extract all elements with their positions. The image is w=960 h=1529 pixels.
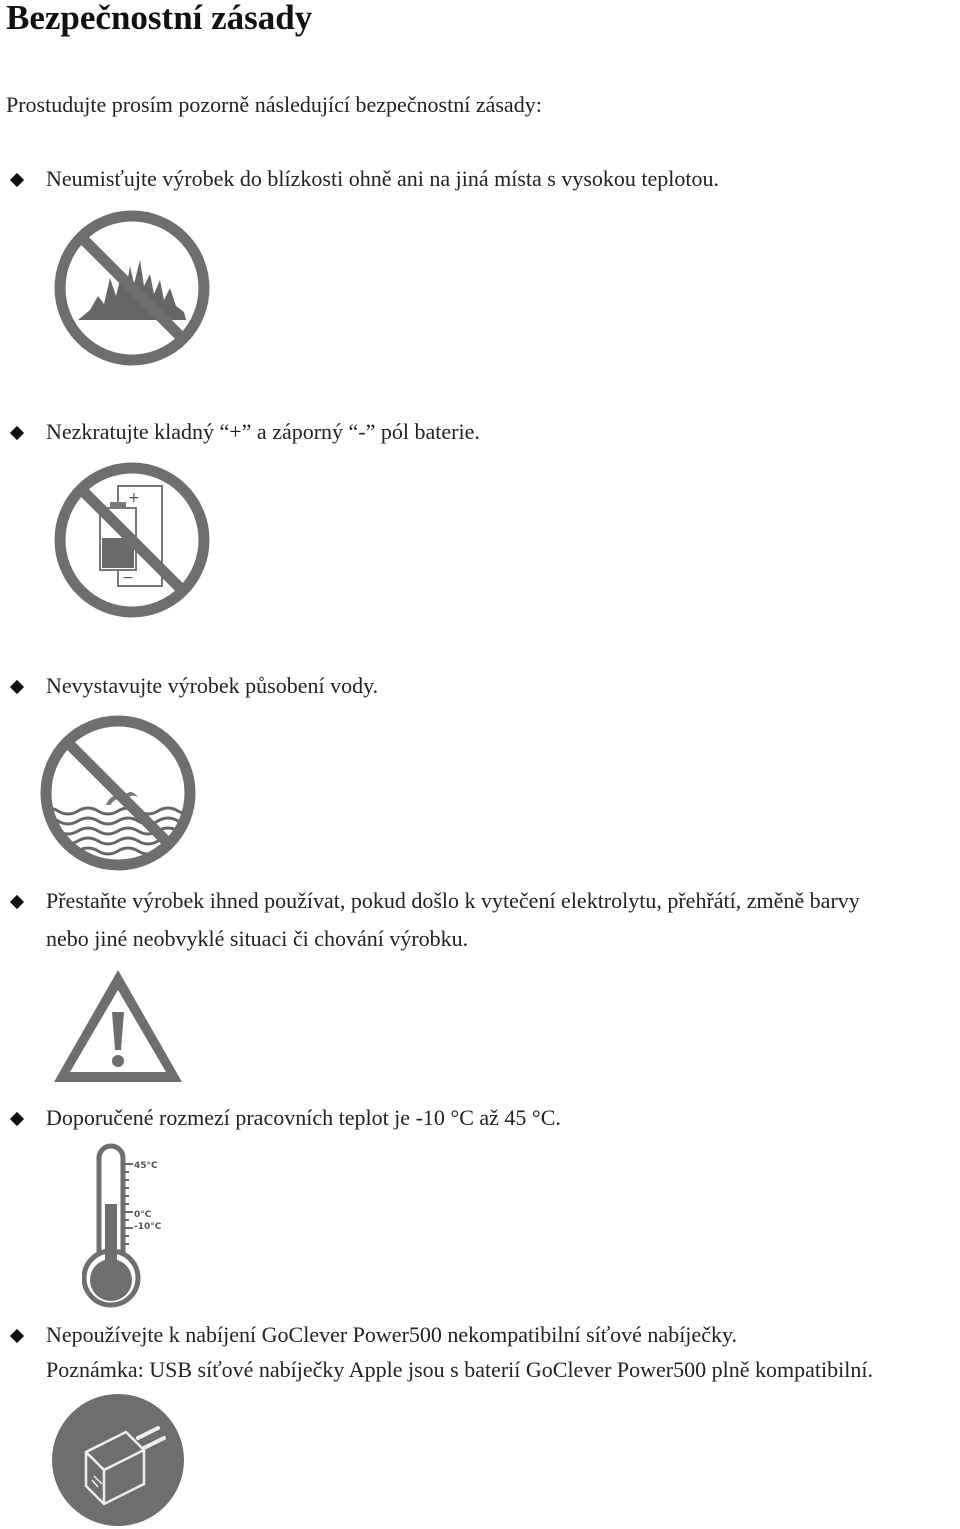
plus-label: +: [128, 490, 140, 506]
instruction-charger-line1: Nepoužívejte k nabíjení GoClever Power500 nekompatibilní síťové nabíječky.: [46, 1322, 738, 1347]
instruction-battery: Nezkratujte kladný “+” a záporný “-” pól baterie.: [46, 419, 480, 444]
wall-charger-icon: [50, 1392, 186, 1528]
no-short-circuit-battery-icon: [52, 460, 212, 620]
thermometer-max-label: 45°C: [134, 1161, 158, 1171]
intro-text: Prostudujte prosím pozorně následující bezpečnostní zásady:: [6, 92, 542, 117]
bullet-icon: [10, 173, 24, 187]
no-fire-icon: [52, 208, 212, 368]
instruction-charger-line2: Poznámka: USB síťové nabíječky Apple jsou s baterií GoClever Power500 plně kompatibilní.: [46, 1357, 873, 1382]
instruction-stop-use-line2: nebo jiné neobvyklé situaci či chování výrobku.: [46, 926, 469, 951]
no-water-icon: [38, 713, 198, 873]
bullet-icon: [10, 895, 24, 909]
bullet-icon: [10, 1329, 24, 1343]
thermometer-icon: [82, 1142, 172, 1310]
instruction-temperature: Doporučené rozmezí pracovních teplot je -10 °C až 45 °C.: [46, 1105, 561, 1130]
minus-label: −: [122, 570, 134, 586]
thermometer-zero-label: 0°C: [134, 1210, 152, 1220]
instruction-stop-use-line1: Přestaňte výrobek ihned používat, pokud došlo k vytečení elektrolytu, přehřátí, změně barvy: [46, 888, 860, 913]
warning-triangle-icon: [50, 966, 186, 1088]
instruction-fire: Neumisťujte výrobek do blízkosti ohně ani na jiná místa s vysokou teplotou.: [46, 166, 719, 191]
bullet-icon: [10, 680, 24, 694]
instruction-water: Nevystavujte výrobek působení vody.: [46, 673, 379, 698]
bullet-icon: [10, 426, 24, 440]
bullet-icon: [10, 1112, 24, 1126]
thermometer-min-label: -10°C: [134, 1222, 162, 1232]
page-title: Bezpečnostní zásady: [6, 0, 313, 37]
